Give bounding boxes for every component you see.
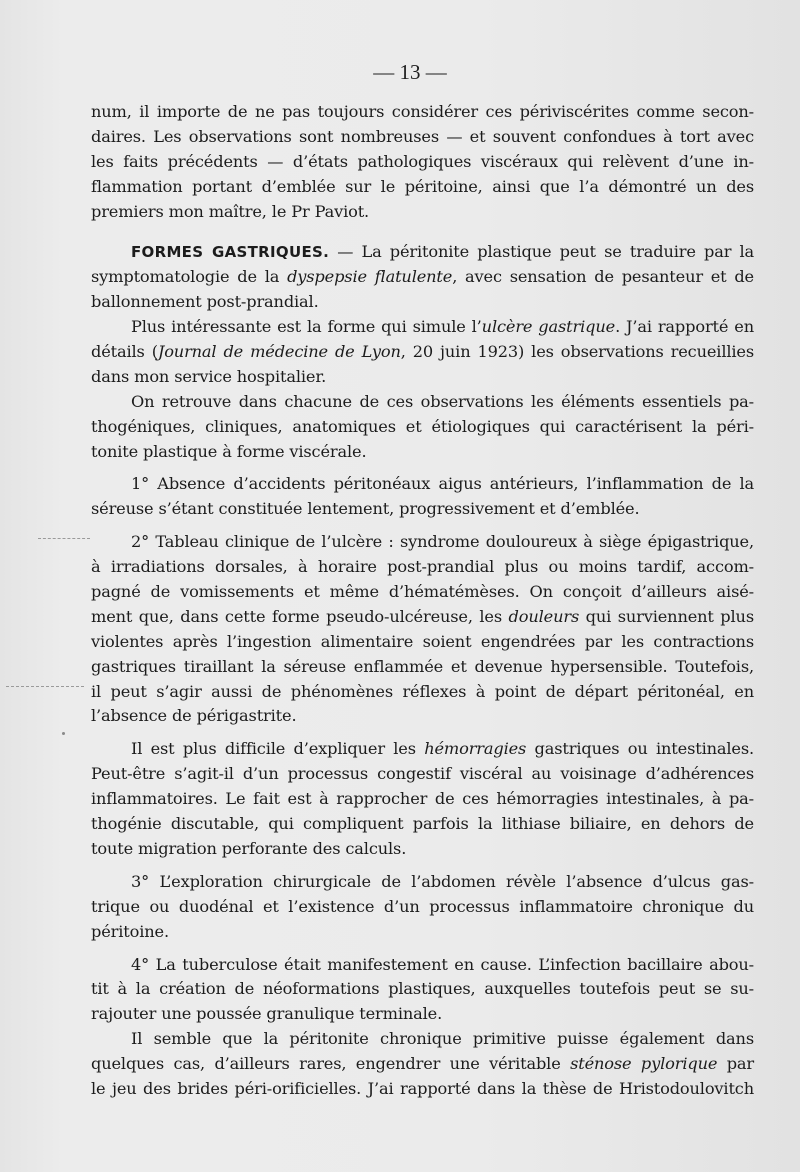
text-line: num, il importe de ne pas toujours considérer ces périviscérites comme secon- xyxy=(91,102,754,121)
page-number: — 13 — xyxy=(373,60,447,84)
text-run: . J’ai rapporté en xyxy=(615,317,754,337)
paragraph xyxy=(91,1027,754,1102)
text-line: Peut-être s’agit-il d’un processus congestif viscéral au voisinage d’adhérences xyxy=(91,764,754,784)
italic-term: hémorragies xyxy=(424,739,527,759)
text-line: inflammatoires. Le fait est à rapprocher de ces hémorragies intestinales, à pa- xyxy=(91,789,754,809)
text-line: thogéniques, cliniques, anatomiques et étiologiques qui caractérisent la péri- xyxy=(91,416,754,436)
paragraph xyxy=(91,953,754,1028)
text-line: 2° Tableau clinique de l’ulcère : syndrome douloureux à siège épigastrique, xyxy=(131,532,754,552)
italic-term: sténose pylorique xyxy=(570,1054,718,1074)
text-line: thogénie discutable, qui compliquent parfois la lithiase biliaire, en dehors de xyxy=(91,814,754,834)
text-line: flammation portant d’emblée sur le péritoine, ainsi que l’a démontré un des xyxy=(91,176,754,196)
text-line: ballonnement post-prandial. xyxy=(91,292,319,312)
text-line xyxy=(91,265,754,290)
text-line: tonite plastique à forme viscérale. xyxy=(91,441,367,461)
text-line: 3° L’exploration chirurgicale de l’abdomen révèle l’absence d’ulcus gas- xyxy=(131,871,754,891)
text-line xyxy=(91,1052,754,1077)
text-line: On retrouve dans chacune de ces observations les éléments essentiels pa- xyxy=(131,391,754,411)
text-line xyxy=(91,737,754,762)
italic-term: Journal de médecine de Lyon xyxy=(157,342,401,362)
text-line: toute migration perforante des calculs. xyxy=(91,838,407,858)
text-run: par xyxy=(717,1054,755,1074)
text-run: symptomatologie de la xyxy=(91,267,288,287)
text-line xyxy=(91,240,754,265)
italic-term: ulcère gastrique xyxy=(481,317,616,337)
margin-dot xyxy=(62,732,65,735)
italic-term: dyspepsie flatulente xyxy=(287,267,453,287)
text-line: gastriques tiraillant la séreuse enflammée et devenue hypersensible. Toutefois, xyxy=(91,656,754,676)
text-line: trique ou duodénal et l’existence d’un processus inflammatoire chronique du xyxy=(91,896,754,916)
text-line: dans mon service hospitalier. xyxy=(91,366,327,386)
text-line: tit à la création de néoformations plastiques, auxquelles toutefois peut se su- xyxy=(91,979,754,999)
text-run: , avec sensation de pesanteur et de xyxy=(452,267,754,287)
paragraph xyxy=(91,530,754,729)
text-line: 1° Absence d’accidents péritonéaux aigus antérieurs, l’inflammation de la xyxy=(131,474,754,494)
text-run: , 20 juin 1923) les observations recueillies xyxy=(400,342,754,362)
margin-mark xyxy=(6,686,84,687)
text-line: pagné de vomissements et même d’hématémèses. On conçoit d’ailleurs aisé- xyxy=(91,582,754,602)
text-run: qui surviennent plus xyxy=(579,606,754,626)
text-line: le jeu des brides péri-orificielles. J’ai rapporté dans la thèse de Hristodoulovitch xyxy=(91,1078,754,1098)
italic-term: douleurs xyxy=(508,606,580,626)
text-line: péritoine. xyxy=(91,921,169,941)
paragraph xyxy=(91,240,754,315)
paragraph xyxy=(91,737,754,861)
text-run: Il est plus difficile d’expliquer les xyxy=(131,739,425,759)
body-text xyxy=(91,100,754,1102)
paragraph xyxy=(91,870,754,945)
text-line: à irradiations dorsales, à horaire post-prandial plus ou moins tardif, accom- xyxy=(91,557,754,577)
text-line xyxy=(91,340,754,365)
text-line xyxy=(91,315,754,340)
text-line: rajouter une poussée granulique terminale. xyxy=(91,1004,443,1024)
text-run: ment que, dans cette forme pseudo-ulcéreuse, les xyxy=(91,606,509,626)
paragraph xyxy=(91,100,754,224)
text-run: détails ( xyxy=(91,342,158,362)
text-run: — La péritonite plastique peut se traduire par la xyxy=(329,242,754,262)
text-line: l’absence de périgastrite. xyxy=(91,706,297,726)
margin-mark xyxy=(38,538,90,539)
text-line: Il semble que la péritonite chronique primitive puisse également dans xyxy=(131,1029,754,1049)
text-line: les faits précédents — d’états pathologiques viscéraux qui relèvent d’une in- xyxy=(91,151,754,171)
paragraph xyxy=(91,315,754,390)
paragraph xyxy=(91,472,754,522)
text-line: il peut s’agir aussi de phénomènes réflexes à point de départ péritonéal, en xyxy=(91,681,754,701)
text-line: premiers mon maître, le Pr Paviot. xyxy=(91,201,370,221)
text-line xyxy=(91,605,754,630)
text-run: gastriques ou intestinales. xyxy=(526,739,754,759)
paragraph xyxy=(91,390,754,465)
text-run: Plus intéressante est la forme qui simule l’ xyxy=(131,317,482,337)
section-heading: FORMES GASTRIQUES. xyxy=(131,243,330,262)
text-line: 4° La tuberculose était manifestement en cause. L’infection bacillaire abou- xyxy=(131,954,754,974)
text-line: violentes après l’ingestion alimentaire soient engendrées par les contractions xyxy=(91,631,754,651)
text-line: séreuse s’étant constituée lentement, progressivement et d’emblée. xyxy=(91,499,640,519)
text-run: quelques cas, d’ailleurs rares, engendrer une véritable xyxy=(91,1054,571,1074)
text-line: daires. Les observations sont nombreuses — et souvent confondues à tort avec xyxy=(91,126,754,146)
